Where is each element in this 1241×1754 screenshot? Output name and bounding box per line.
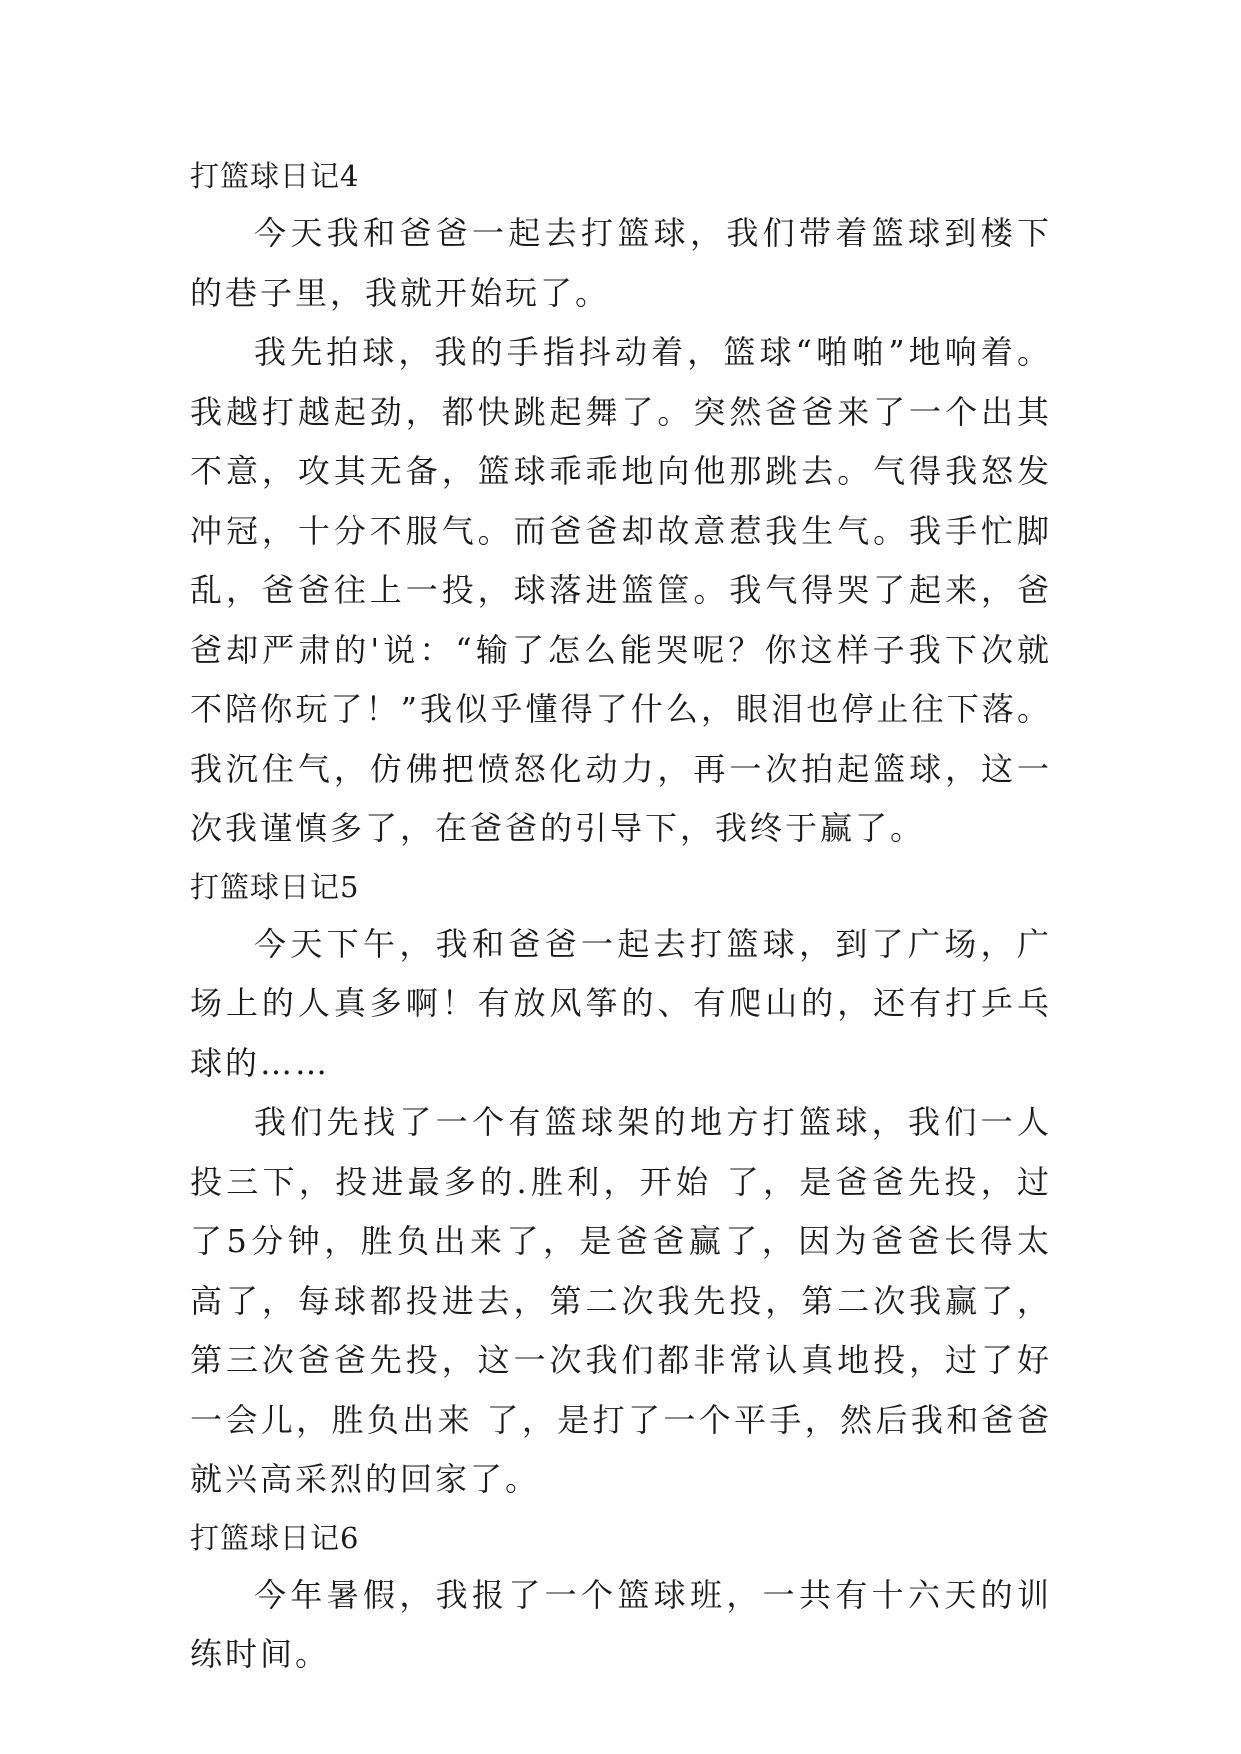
paragraph: 今天我和爸爸一起去打篮球，我们带着篮球到楼下的巷子里，我就开始玩了。 bbox=[190, 214, 1052, 312]
section-title: 打篮球日记5 bbox=[190, 869, 360, 904]
paragraph: 我们先找了一个有篮球架的地方打篮球，我们一人投三下，投进最多的.胜利，开始 了，是爸爸先投，过了5分钟，胜负出来了，是爸爸赢了，因为爸爸长得太高了，每球都投进去，第二次我先投，第二次我赢了，第三次爸爸先投，这一次我们都非常认真地投，过了好一会儿，胜负出来 了，是打了一个平手，然后我和爸爸就兴高采烈的回家了。 bbox=[190, 1103, 1052, 1498]
document-page bbox=[190, 148, 1052, 1685]
diary-section-6 bbox=[190, 1510, 1052, 1685]
paragraph: 今年暑假，我报了一个篮球班，一共有十六天的训练时间。 bbox=[190, 1575, 1052, 1673]
section-title: 打篮球日记6 bbox=[190, 1520, 360, 1555]
diary-section-5 bbox=[190, 859, 1052, 1510]
paragraph: 今天下午，我和爸爸一起去打篮球，到了广场，广场上的人真多啊！有放风筝的、有爬山的，还有打乒乓球的…… bbox=[190, 924, 1052, 1082]
paragraph: 我先拍球，我的手指抖动着，篮球“啪啪”地响着。我越打越起劲，都快跳起舞了。突然爸爸来了一个出其不意，攻其无备，篮球乖乖地向他那跳去。气得我怒发冲冠，十分不服气。而爸爸却故意惹我生气。我手忙脚乱，爸爸往上一投，球落进篮筐。我气得哭了起来，爸爸却严肃的'说：“输了怎么能哭呢？你这样子我下次就不陪你玩了！”我似乎懂得了什么，眼泪也停止往下落。我沉住气，仿佛把愤怒化动力，再一次拍起篮球，这一次我谨慎多了，在爸爸的引导下，我终于赢了。 bbox=[190, 333, 1052, 847]
section-title: 打篮球日记4 bbox=[190, 159, 360, 193]
diary-section-4 bbox=[190, 148, 1052, 859]
